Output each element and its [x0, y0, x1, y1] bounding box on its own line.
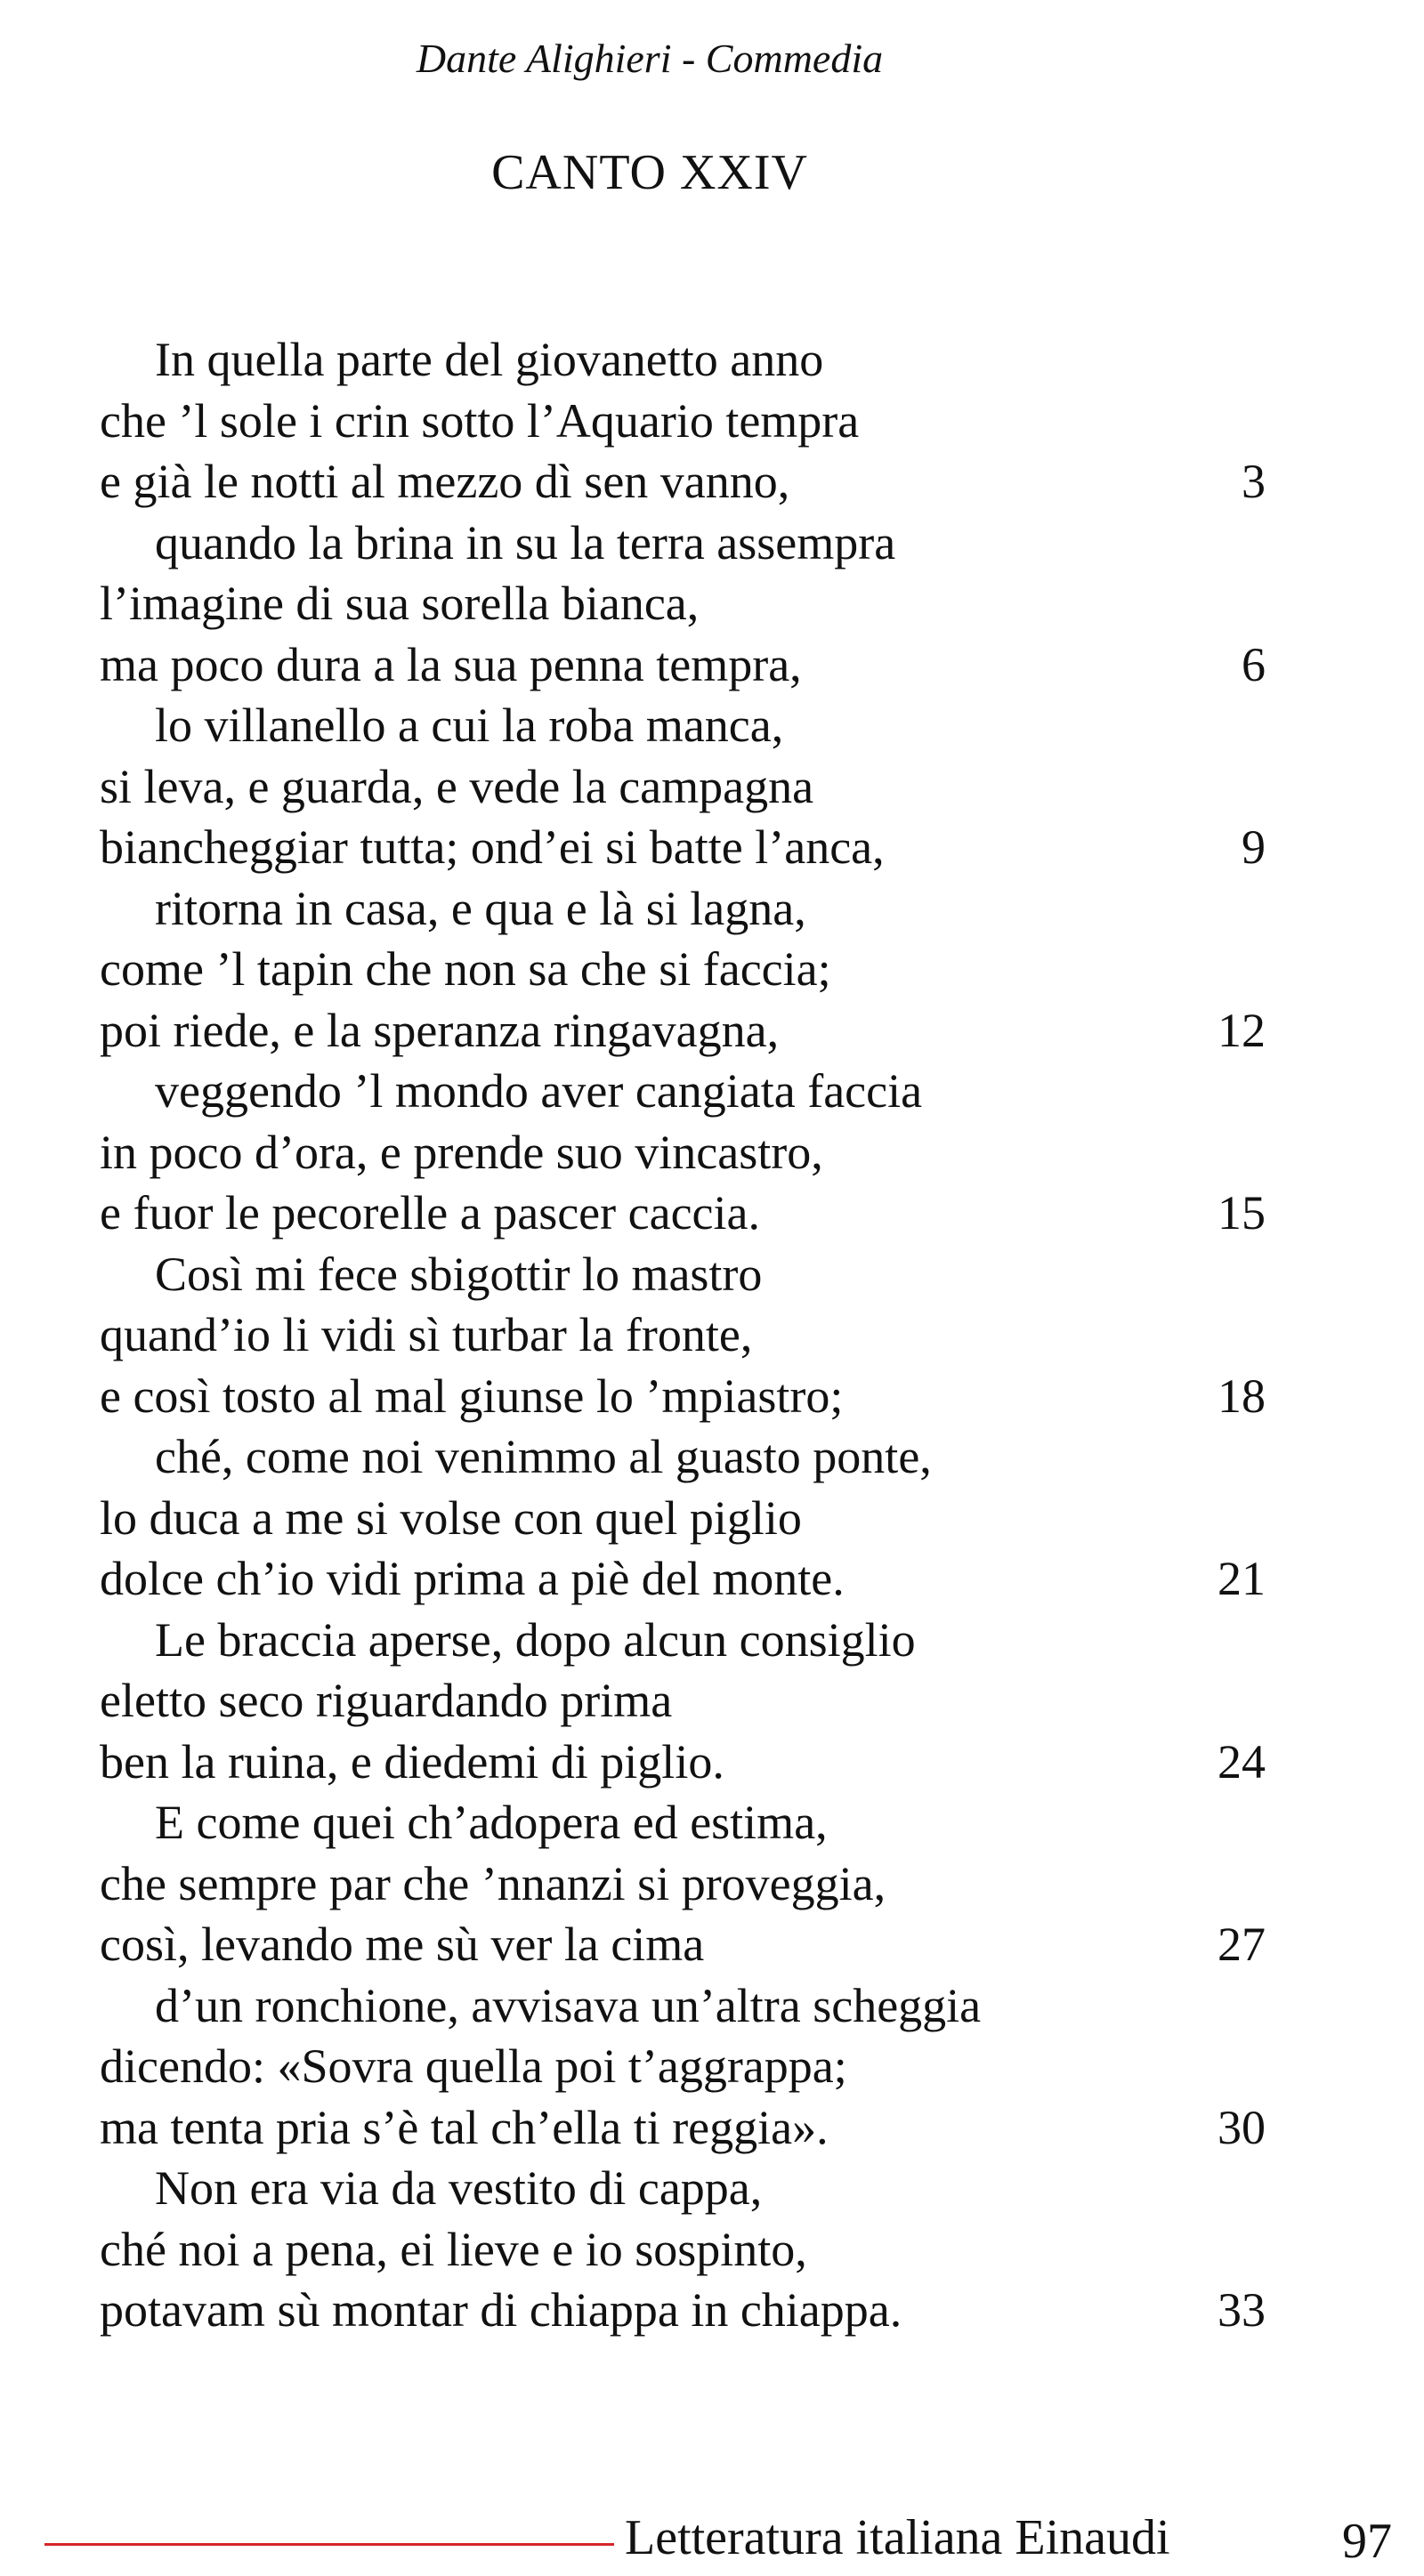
- verse-line: [100, 2280, 1266, 2341]
- verse-text: In quella parte del giovanetto anno: [155, 333, 824, 386]
- verse-line: [100, 451, 1266, 513]
- verse-text: che ’l sole i crin sotto l’Aquario tempra: [100, 393, 860, 448]
- verse-text: in poco d’ora, e prende suo vincastro,: [100, 1125, 823, 1179]
- verse-line: [100, 1366, 1266, 1427]
- verse-line: [100, 1183, 1266, 1244]
- verse-line: [100, 329, 1266, 391]
- verse-line: [100, 1304, 1266, 1366]
- verse-line: [100, 939, 1266, 1000]
- verse-line: [100, 1548, 1266, 1610]
- verse-text: d’un ronchione, avvisava un’altra scheggia: [155, 1978, 982, 2032]
- verse-line: [100, 1122, 1266, 1183]
- verse-text: E come quei ch’adopera ed estima,: [155, 1796, 828, 1849]
- verse-text: come ’l tapin che non sa che si faccia;: [100, 942, 831, 996]
- verse-text: che sempre par che ’nnanzi si proveggia,: [100, 1856, 886, 1910]
- verse-line: [100, 391, 1266, 452]
- verse-line: [100, 878, 1266, 940]
- verse-line: [100, 2097, 1266, 2159]
- verse-text: ritorna in casa, e qua e là si lagna,: [155, 881, 806, 935]
- verse-line: [100, 1426, 1266, 1488]
- verse-text: e fuor le pecorelle a pascer caccia.: [100, 1186, 760, 1240]
- verse-line: [100, 513, 1266, 574]
- verse-line: [100, 1914, 1266, 1975]
- verse-text: eletto seco riguardando prima: [100, 1674, 673, 1727]
- line-number: 6: [1242, 637, 1266, 691]
- verse-text: ché, come noi venimmo al guasto ponte,: [155, 1430, 932, 1483]
- verse-line: [100, 2036, 1266, 2097]
- line-number: 12: [1218, 1003, 1266, 1057]
- line-number: 3: [1242, 455, 1266, 508]
- verse-line: [100, 634, 1266, 696]
- verse-line: [100, 2219, 1266, 2281]
- verse-text: Le braccia aperse, dopo alcun consiglio: [155, 1612, 916, 1667]
- verse-text: e così tosto al mal giunse lo ’mpiastro;: [100, 1369, 844, 1423]
- verse-line: [100, 1244, 1266, 1305]
- verse-text: l’imagine di sua sorella bianca,: [100, 577, 700, 630]
- verse-text: quand’io li vidi sì turbar la fronte,: [100, 1308, 753, 1361]
- verse-line: [100, 1000, 1266, 1062]
- verse-line: [100, 756, 1266, 818]
- verse-text: si leva, e guarda, e vede la campagna: [100, 759, 814, 813]
- verse-text: lo duca a me si volse con quel piglio: [100, 1490, 802, 1545]
- verse-text: e già le notti al mezzo dì sen vanno,: [100, 455, 790, 508]
- verse-line: [100, 695, 1266, 756]
- verse-text: ché noi a pena, ei lieve e io sospinto,: [100, 2222, 807, 2276]
- page-number: 97: [1342, 2514, 1392, 2569]
- verse-text: lo villanello a cui la roba manca,: [155, 699, 784, 752]
- verse-text: dolce ch’io vidi prima a piè del monte.: [100, 1552, 845, 1605]
- verse-text: ben la ruina, e diedemi di piglio.: [100, 1734, 724, 1789]
- verse-text: Non era via da vestito di cappa,: [155, 2161, 763, 2215]
- verse-text: biancheggiar tutta; ond’ei si batte l’anca,: [100, 820, 885, 874]
- line-number: 21: [1218, 1552, 1266, 1605]
- verse-line: [100, 2158, 1266, 2219]
- verse-line: [100, 1488, 1266, 1549]
- verse-text: ma tenta pria s’è tal ch’ella ti reggia».: [100, 2100, 829, 2154]
- verse-line: [100, 1670, 1266, 1732]
- verse-line: [100, 1610, 1266, 1671]
- verse-line: [100, 1792, 1266, 1853]
- verse-text: ma poco dura a la sua penna tempra,: [100, 637, 802, 691]
- verse-line: [100, 817, 1266, 878]
- footer-rule: [44, 2543, 614, 2546]
- line-number: 30: [1218, 2100, 1266, 2154]
- verse-text: così, levando me sù ver la cima: [100, 1918, 705, 1971]
- line-number: 33: [1218, 2283, 1266, 2337]
- verse-line: [100, 573, 1266, 634]
- running-head: Dante Alighieri - Commedia: [416, 36, 884, 81]
- line-number: 27: [1218, 1918, 1266, 1971]
- verse-line: [100, 1732, 1266, 1793]
- verse-text: potavam sù montar di chiappa in chiappa.: [100, 2283, 902, 2337]
- line-number: 24: [1218, 1734, 1266, 1789]
- verse-line: [100, 1975, 1266, 2037]
- verse-text: dicendo: «Sovra quella poi t’aggrappa;: [100, 2039, 847, 2093]
- publisher-name: Letteratura italiana Einaudi: [625, 2510, 1170, 2565]
- line-number: 15: [1218, 1186, 1266, 1240]
- verse-line: [100, 1853, 1266, 1915]
- verse-text: quando la brina in su la terra assempra: [155, 515, 896, 569]
- verse-line: [100, 1061, 1266, 1122]
- line-number: 18: [1218, 1369, 1266, 1423]
- verse-text: poi riede, e la speranza ringavagna,: [100, 1003, 780, 1057]
- verse-text: Così mi fece sbigottir lo mastro: [155, 1247, 763, 1301]
- verse-text: veggendo ’l mondo aver cangiata faccia: [155, 1064, 923, 1118]
- verse-block: [100, 329, 1266, 2341]
- canto-title: CANTO XXIV: [491, 145, 808, 200]
- line-number: 9: [1242, 820, 1266, 874]
